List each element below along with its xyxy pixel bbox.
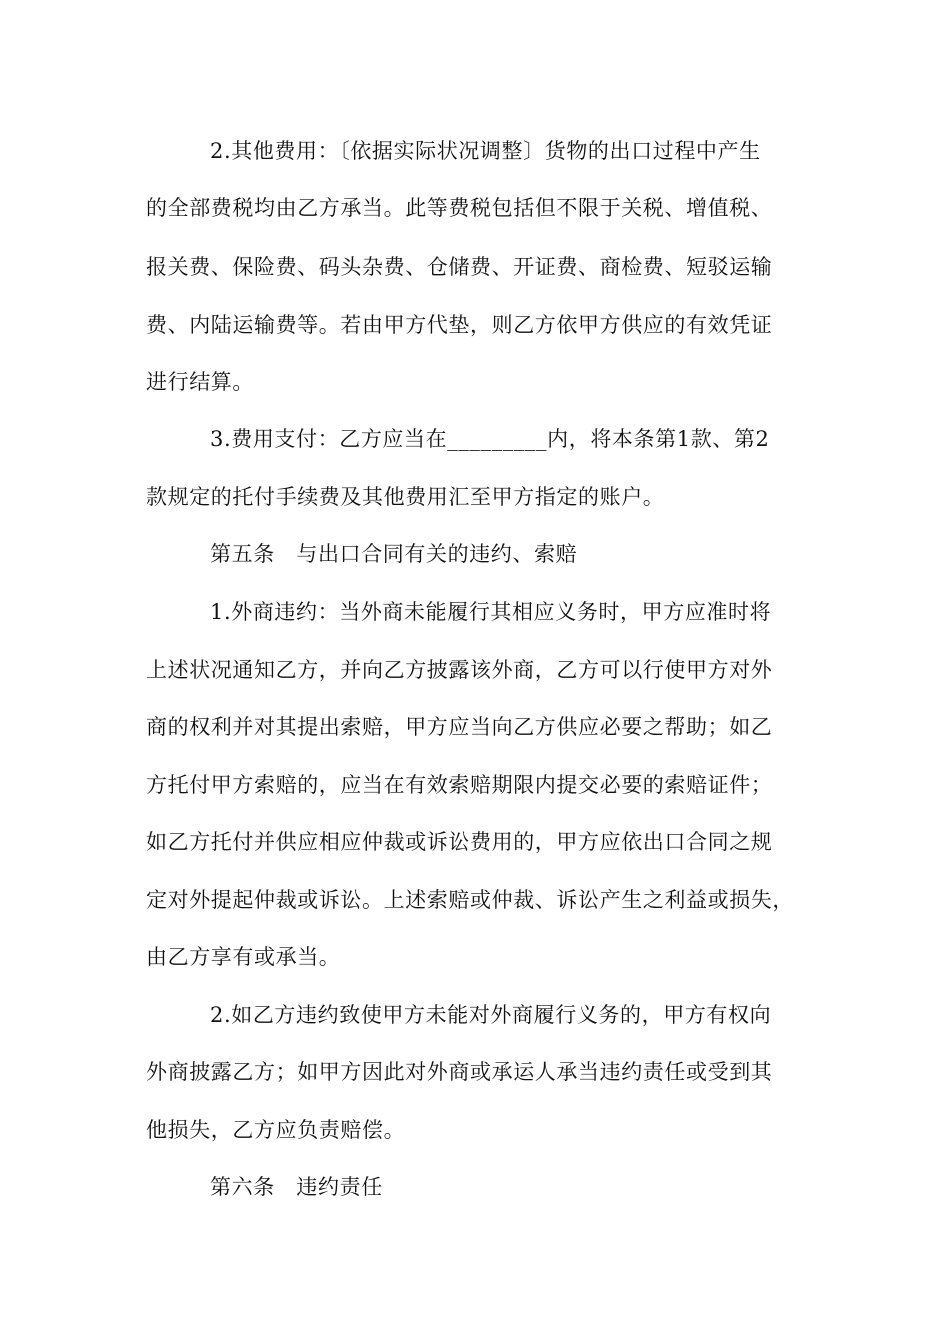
section-heading: 第六条 违约责任 — [210, 1175, 383, 1199]
paragraph-line: 商的权利并对其提出索赔，甲方应当向乙方供应必要之帮助；如乙 — [146, 715, 773, 739]
paragraph-line: 定对外提起仲裁或诉讼。上述索赔或仲裁、诉讼产生之利益或损失， — [146, 888, 794, 912]
paragraph-line: 1.外商违约：当外商未能履行其相应义务时，甲方应准时将 — [210, 600, 772, 624]
paragraph-line: 方托付甲方索赔的，应当在有效索赔期限内提交必要的索赔证件； — [146, 773, 773, 797]
paragraph-line: 2.如乙方违约致使甲方未能对外商履行义务的，甲方有权向 — [210, 1003, 772, 1027]
paragraph-line: 他损失，乙方应负责赔偿。 — [146, 1118, 406, 1142]
paragraph-line: 进行结算。 — [146, 370, 254, 394]
paragraph-line: 款规定的托付手续费及其他费用汇至甲方指定的账户。 — [146, 485, 665, 509]
paragraph-line: 报关费、保险费、码头杂费、仓储费、开证费、商检费、短驳运输 — [146, 255, 773, 279]
paragraph-line: 如乙方托付并供应相应仲裁或诉讼费用的，甲方应依出口合同之规 — [146, 830, 773, 854]
paragraph-line: 2.其他费用：〔依据实际状况调整〕货物的出口过程中产生 — [210, 139, 761, 163]
paragraph-line: 由乙方享有或承当。 — [146, 945, 341, 969]
paragraph-line: 上述状况通知乙方，并向乙方披露该外商，乙方可以行使甲方对外 — [146, 658, 773, 682]
paragraph-line: 3.费用支付：乙方应当在_________内，将本条第1款、第2 — [210, 427, 770, 451]
section-heading: 第五条 与出口合同有关的违约、索赔 — [210, 542, 578, 566]
paragraph-line: 的全部费税均由乙方承当。此等费税包括但不限于关税、增值税、 — [146, 196, 773, 220]
paragraph-line: 费、内陆运输费等。若由甲方代垫，则乙方依甲方供应的有效凭证 — [146, 313, 773, 337]
paragraph-line: 外商披露乙方；如甲方因此对外商或承运人承当违约责任或受到其 — [146, 1060, 773, 1084]
